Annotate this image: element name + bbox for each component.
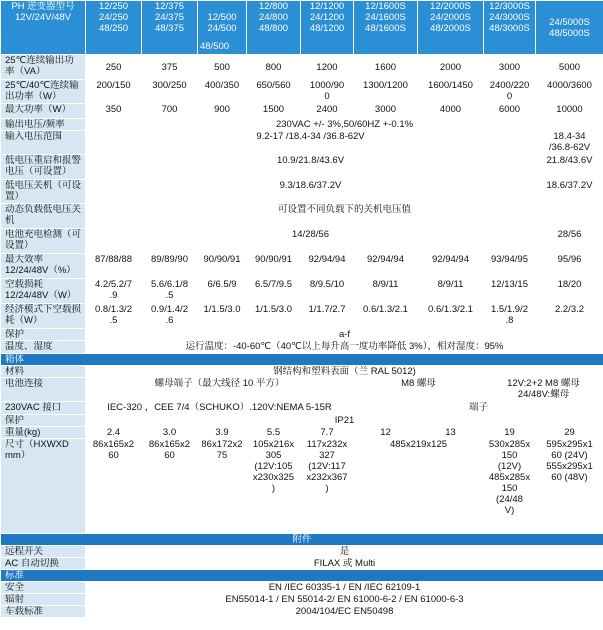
- cell: 6/6.5/9: [198, 279, 247, 304]
- model-250: 12/250 24/250 48/250: [86, 1, 142, 55]
- model-800: 12/800 24/800 48/800: [247, 1, 301, 55]
- model-3000: 12/3000S 24/3000S 48/3000S: [484, 1, 536, 55]
- cell: 18/20: [536, 279, 603, 304]
- row-label: 保护: [1, 329, 86, 341]
- cell: 92/94/94: [354, 254, 418, 279]
- cell: EN /IEC 60335-1 / EN /IEC 62109-1: [86, 582, 603, 594]
- row-output-voltage: [1, 119, 603, 131]
- cell: 117x232x 327 (12V:117 x232x367 ): [301, 439, 354, 534]
- cell: 2400: [301, 104, 354, 119]
- model-2000: 12/2000S 24/2000S 48/2000S: [418, 1, 484, 55]
- cell: M8 螺母: [354, 378, 484, 402]
- row-label: 输入电压范围: [1, 131, 86, 155]
- cell: 650/560: [247, 80, 301, 104]
- cell: 350: [86, 104, 142, 119]
- row-label: 输出电压/频率: [1, 119, 86, 131]
- section-enclosure: [1, 354, 603, 366]
- row-remote: [1, 546, 603, 558]
- cell: 可设置不同负载下的关机电压值: [86, 204, 603, 229]
- cell: 18.6/37.2V: [536, 180, 603, 204]
- model-label: PH 逆变器型号 12V/24V/48V: [1, 1, 86, 55]
- cell: 800: [247, 55, 301, 80]
- row-protection: [1, 329, 603, 341]
- row-label: 材料: [1, 366, 86, 378]
- cell: 运行温度：-40-60℃（40℃以上每升高一度功率降低 3%），相对湿度：95%: [86, 341, 603, 354]
- cell: 钢结构和塑料表面（兰 RAL 5012): [86, 366, 603, 378]
- row-label: 低电压重启和报警 电压（可设置）: [1, 155, 86, 180]
- cell: 6.5/7/9.5: [247, 279, 301, 304]
- cell: 5.5: [247, 427, 301, 439]
- cell: 87/88/88: [86, 254, 142, 279]
- model-5000: 24/5000S 48/5000S: [536, 1, 603, 55]
- cell: 375: [142, 55, 198, 80]
- row-temp-humidity: [1, 341, 603, 354]
- row-label: 安全: [1, 582, 86, 594]
- row-label: 空载损耗 12/24/48V（W）: [1, 279, 86, 304]
- row-low-voltage-alarm: [1, 155, 603, 180]
- cell: 12/13/15: [484, 279, 536, 304]
- row-label: 温度、湿度: [1, 341, 86, 354]
- cell: 2400/220 0: [484, 80, 536, 104]
- cell: 0.8/1.3/2 .5: [86, 304, 142, 329]
- cell: 4.2/5.2/7 .9: [86, 279, 142, 304]
- cell: IEC-320 ，CEE 7/4（SCHUKO）.120V:NEMA 5-15R: [86, 402, 354, 415]
- cell: 1500: [247, 104, 301, 119]
- cell: 12: [354, 427, 418, 439]
- row-label: 最大功率（W）: [1, 104, 86, 119]
- cell: 86x172x2 75: [198, 439, 247, 534]
- cell: 93/94/95: [484, 254, 536, 279]
- cell: 89/89/90: [142, 254, 198, 279]
- cell: 90/90/91: [198, 254, 247, 279]
- row-ac-conn: [1, 402, 603, 415]
- model-375: 12/375 24/375 48/375: [142, 1, 198, 55]
- cell: EN55014-1 / EN 55014-2/ EN 61000-6-2 / EN 61000-6-3: [86, 594, 603, 606]
- row-battery-conn: [1, 378, 603, 402]
- cell: 230VAC +/- 3%,50/60HZ +-0.1%: [86, 119, 603, 131]
- cell: 6000: [484, 104, 536, 119]
- cell: 0.6/1.3/2.1: [354, 304, 418, 329]
- cell: 595x295x1 60 (24V) 555x295x1 60 (48V): [536, 439, 603, 534]
- cell: 300/250: [142, 80, 198, 104]
- model-500-main: 12/500 24/500: [207, 12, 237, 34]
- row-label: 保护: [1, 415, 86, 427]
- row-label: 25℃/40℃连续输 出功率（W）: [1, 80, 86, 104]
- cell: 8/9/11: [418, 279, 484, 304]
- cell: 86x165x2 60: [86, 439, 142, 534]
- row-eco-no-load: [1, 304, 603, 329]
- cell: 9.2-17 /18.4-34 /36.8-62V: [86, 131, 536, 155]
- cell: 10.9/21.8/43.6V: [86, 155, 536, 180]
- cell: 2.2/3.2: [536, 304, 603, 329]
- cell: 90/90/91: [247, 254, 301, 279]
- row-max-power: [1, 104, 603, 119]
- cell: 3000: [354, 104, 418, 119]
- cell: 8/9.5/10: [301, 279, 354, 304]
- row-label: 动态负载低电压关 机: [1, 204, 86, 229]
- cell: 28/56: [536, 229, 603, 254]
- row-cont-power-25: [1, 55, 603, 80]
- row-dynamic-cutoff: [1, 204, 603, 229]
- cell: 29: [536, 427, 603, 439]
- model-500-extra: 48/500: [200, 41, 230, 52]
- cell: 螺母端子（最大线径 10 平方）: [86, 378, 354, 402]
- row-label: 电池连接: [1, 378, 86, 402]
- row-label: 电池充电检测（可 设置）: [1, 229, 86, 254]
- cell: 18.4-34 /36.8-62V: [536, 131, 603, 155]
- row-label: 远程开关: [1, 546, 86, 558]
- cell: 105x216x 305 (12V:105 x230x325 ): [247, 439, 301, 534]
- row-dimensions: [1, 439, 603, 534]
- row-ac-switch: [1, 558, 603, 570]
- cell: 9.3/18.6/37.2V: [86, 180, 536, 204]
- cell: 900: [198, 104, 247, 119]
- cell: 86x165x2 60: [142, 439, 198, 534]
- cell: 92/94/94: [418, 254, 484, 279]
- row-low-voltage-off: [1, 180, 603, 204]
- row-enclosure-protection: [1, 415, 603, 427]
- cell: 3000: [484, 55, 536, 80]
- cell: 5.6/6.1/8 .5: [142, 279, 198, 304]
- cell: 5000: [536, 55, 603, 80]
- row-label: 辐射: [1, 594, 86, 606]
- model-1200: 12/1200 24/1200 48/1200: [301, 1, 354, 55]
- cell: 3.9: [198, 427, 247, 439]
- cell: 95/96: [536, 254, 603, 279]
- row-label: 最大效率 12/24/48V（%）: [1, 254, 86, 279]
- row-label: 25℃连续输出功 率（VA）: [1, 55, 86, 80]
- cell: 10000: [536, 104, 603, 119]
- cell: 8/9/11: [354, 279, 418, 304]
- row-max-efficiency: [1, 254, 603, 279]
- section-title: 箱体: [1, 354, 603, 366]
- row-no-load: [1, 279, 603, 304]
- cell: 4000: [418, 104, 484, 119]
- row-label: 经济模式下空载损 耗（W）: [1, 304, 86, 329]
- row-label: 230VAC 接口: [1, 402, 86, 415]
- cell: 1300/1200: [354, 80, 418, 104]
- row-weight: [1, 427, 603, 439]
- row-label: AC 自动切换: [1, 558, 86, 570]
- cell: 3.0: [142, 427, 198, 439]
- cell: 1/1.5/3.0: [198, 304, 247, 329]
- cell: 700: [142, 104, 198, 119]
- cell: 端子: [354, 402, 603, 415]
- section-accessories: [1, 534, 603, 546]
- cell: 2000: [418, 55, 484, 80]
- cell: 92/94/94: [301, 254, 354, 279]
- row-label: 重量(kg): [1, 427, 86, 439]
- row-emission: [1, 594, 603, 606]
- cell: 1.5/1.9/2 .8: [484, 304, 536, 329]
- cell: 530x285x 150 (12V) 485x285x 150 (24/48 V): [484, 439, 536, 534]
- cell: 0.9/1.4/2 .6: [142, 304, 198, 329]
- cell: 1200: [301, 55, 354, 80]
- cell: 250: [86, 55, 142, 80]
- row-automotive: [1, 606, 603, 618]
- cell: 1600: [354, 55, 418, 80]
- cell: 200/150: [86, 80, 142, 104]
- cell: 1600/1450: [418, 80, 484, 104]
- model-1600: 12/1600S 24/1600S 48/1600S: [354, 1, 418, 55]
- model-500: [198, 1, 247, 55]
- cell: 是: [86, 546, 603, 558]
- cell: 4000/3600: [536, 80, 603, 104]
- row-cont-power-25-40: [1, 80, 603, 104]
- cell: 1000/90 0: [301, 80, 354, 104]
- cell: 21.8/43.6V: [536, 155, 603, 180]
- cell: FILAX 或 Multi: [86, 558, 603, 570]
- section-title: 附件: [1, 534, 603, 546]
- row-label: 车载标准: [1, 606, 86, 618]
- cell: IP21: [86, 415, 603, 427]
- row-input-range: [1, 131, 603, 155]
- cell: 485x219x125: [354, 439, 484, 534]
- cell: a-f: [86, 329, 603, 341]
- cell: 12V:2+2 M8 螺母 24/48V:螺母: [484, 378, 603, 402]
- row-label: 低电压关机（可设 置）: [1, 180, 86, 204]
- cell: 14/28/56: [86, 229, 536, 254]
- row-safety: [1, 582, 603, 594]
- section-standards: [1, 570, 603, 582]
- cell: 400/350: [198, 80, 247, 104]
- cell: 19: [484, 427, 536, 439]
- cell: 0.6/1.3/2.1: [418, 304, 484, 329]
- cell: 2.4: [86, 427, 142, 439]
- row-material: [1, 366, 603, 378]
- cell: 1/1.5/3.0: [247, 304, 301, 329]
- cell: 1/1.7/2.7: [301, 304, 354, 329]
- row-battery-detect: [1, 229, 603, 254]
- cell: 13: [418, 427, 484, 439]
- row-label: 尺寸（HXWXD mm）: [1, 439, 86, 534]
- cell: 7.7: [301, 427, 354, 439]
- header-row: [1, 1, 603, 55]
- section-title: 标准: [1, 570, 603, 582]
- cell: 500: [198, 55, 247, 80]
- cell: 2004/104/EC EN50498: [86, 606, 603, 618]
